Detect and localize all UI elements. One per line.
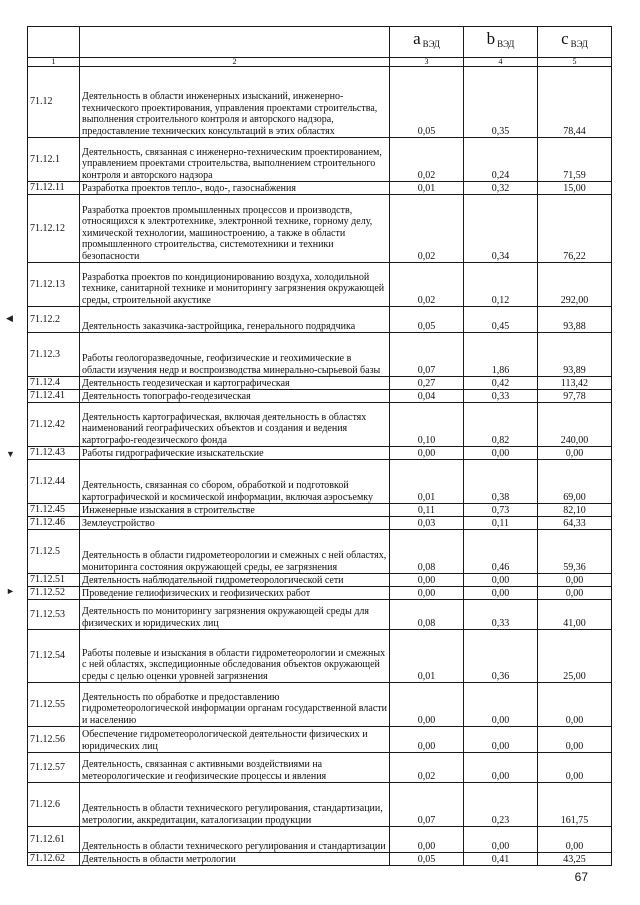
- row-value-c: 0,00: [538, 574, 612, 587]
- row-value-c: 82,10: [538, 504, 612, 517]
- header-a: a $_{ВЭД}$: [390, 27, 464, 58]
- table-row: [28, 827, 612, 853]
- row-description: Деятельность в области гидрометеорологии и смежных с ней областях, мониторинга состояния окружающей среды, ее загрязнения: [80, 530, 390, 574]
- index-row: [28, 58, 612, 67]
- table-row: [28, 263, 612, 307]
- header-row: [28, 27, 612, 58]
- row-description: Деятельность в области инженерных изысканий, инженерно-технического проектирования, управления проектами строительства, выполнения строительного контроля и авторского надзора, предоставление технических консультаций в этих областях: [80, 67, 390, 138]
- row-value-c: 76,22: [538, 195, 612, 263]
- row-code: 71.12.62: [28, 853, 80, 866]
- row-description: Деятельность, связанная со сбором, обработкой и подготовкой картографической и космической информации, включая аэросъемку: [80, 460, 390, 504]
- table-row: [28, 683, 612, 727]
- row-value-c: 15,00: [538, 182, 612, 195]
- row-value-c: 41,00: [538, 600, 612, 630]
- row-description: Работы гидрографические изыскательские: [80, 447, 390, 460]
- row-description: Деятельность по обработке и предоставлению гидрометеорологической информации органам государственной власти и населению: [80, 683, 390, 727]
- table-row: [28, 403, 612, 447]
- row-code: 71.12.1: [28, 138, 80, 182]
- row-code: 71.12.4: [28, 377, 80, 390]
- index-4: 4: [464, 58, 538, 67]
- row-value-a: 0,01: [390, 460, 464, 504]
- row-code: 71.12.41: [28, 390, 80, 403]
- row-code: 71.12.51: [28, 574, 80, 587]
- row-value-b: 0,36: [464, 630, 538, 683]
- row-value-c: 113,42: [538, 377, 612, 390]
- row-value-a: 0,01: [390, 182, 464, 195]
- row-description: Разработка проектов тепло-, водо-, газоснабжения: [80, 182, 390, 195]
- margin-dot-mark: ►: [6, 586, 15, 596]
- row-value-a: 0,02: [390, 753, 464, 783]
- row-value-b: 0,24: [464, 138, 538, 182]
- row-value-a: 0,02: [390, 263, 464, 307]
- row-description: Деятельность топографо-геодезическая: [80, 390, 390, 403]
- row-value-b: 0,00: [464, 753, 538, 783]
- page-number: 67: [574, 870, 588, 884]
- row-value-c: 93,88: [538, 307, 612, 333]
- row-value-c: 71,59: [538, 138, 612, 182]
- index-1: 1: [28, 58, 80, 67]
- row-value-a: 0,10: [390, 403, 464, 447]
- row-description: Деятельность в области технического регулирования, стандартизации, метрологии, аккредитации, каталогизации продукции: [80, 783, 390, 827]
- row-value-b: 0,00: [464, 574, 538, 587]
- row-value-c: 97,78: [538, 390, 612, 403]
- row-value-a: 0,02: [390, 138, 464, 182]
- row-code: 71.12.3: [28, 333, 80, 377]
- row-code: 71.12.42: [28, 403, 80, 447]
- row-description: Землеустройство: [80, 517, 390, 530]
- row-value-b: 0,23: [464, 783, 538, 827]
- row-value-c: 25,00: [538, 630, 612, 683]
- row-code: 71.12.44: [28, 460, 80, 504]
- row-value-c: 78,44: [538, 67, 612, 138]
- row-value-b: 0,73: [464, 504, 538, 517]
- row-value-a: 0,00: [390, 447, 464, 460]
- row-description: Проведение гелиофизических и геофизических работ: [80, 587, 390, 600]
- row-value-a: 0,01: [390, 630, 464, 683]
- row-description: Деятельность в области метрологии: [80, 853, 390, 866]
- row-description: Деятельность заказчика-застройщика, генерального подрядчика: [80, 307, 390, 333]
- row-value-a: 0,05: [390, 307, 464, 333]
- row-code: 71.12.52: [28, 587, 80, 600]
- row-value-b: 0,11: [464, 517, 538, 530]
- row-value-c: 0,00: [538, 683, 612, 727]
- table-row: [28, 307, 612, 333]
- row-value-c: 59,36: [538, 530, 612, 574]
- row-description: Работы геологоразведочные, геофизические и геохимические в области изучения недр и воспроизводства минерально-сырьевой базы: [80, 333, 390, 377]
- table-row: [28, 447, 612, 460]
- row-code: 71.12.43: [28, 447, 80, 460]
- row-value-b: 0,34: [464, 195, 538, 263]
- row-value-b: 0,32: [464, 182, 538, 195]
- row-value-a: 0,00: [390, 587, 464, 600]
- row-value-b: 0,42: [464, 377, 538, 390]
- row-description: Деятельность в области технического регулирования и стандартизации: [80, 827, 390, 853]
- row-code: 71.12.45: [28, 504, 80, 517]
- table-row: [28, 138, 612, 182]
- table-row: [28, 390, 612, 403]
- table-row: [28, 504, 612, 517]
- row-code: 71.12.55: [28, 683, 80, 727]
- table-row: [28, 600, 612, 630]
- row-description: Деятельность картографическая, включая деятельность в областях наименований географических объектов и создания и ведения картографо-геодезического фонда: [80, 403, 390, 447]
- row-code: 71.12.2: [28, 307, 80, 333]
- row-code: 71.12: [28, 67, 80, 138]
- row-code: 71.12.13: [28, 263, 80, 307]
- row-code: 71.12.6: [28, 783, 80, 827]
- row-value-b: 0,33: [464, 390, 538, 403]
- row-code: 71.12.11: [28, 182, 80, 195]
- row-value-c: 0,00: [538, 753, 612, 783]
- row-value-b: 0,82: [464, 403, 538, 447]
- index-5: 5: [538, 58, 612, 67]
- row-value-c: 240,00: [538, 403, 612, 447]
- margin-arrow-mark: ▼: [6, 449, 15, 459]
- row-code: 71.12.12: [28, 195, 80, 263]
- index-3: 3: [390, 58, 464, 67]
- row-value-b: 0,45: [464, 307, 538, 333]
- row-description: Инженерные изыскания в строительстве: [80, 504, 390, 517]
- table-row: [28, 530, 612, 574]
- row-value-c: 69,00: [538, 460, 612, 504]
- row-description: Обеспечение гидрометеорологической деятельности физических и юридических лиц: [80, 727, 390, 753]
- row-value-b: 1,86: [464, 333, 538, 377]
- row-value-a: 0,27: [390, 377, 464, 390]
- header-code-cell: [28, 27, 80, 58]
- row-value-b: 0,33: [464, 600, 538, 630]
- row-value-a: 0,00: [390, 727, 464, 753]
- header-c: c $_{ВЭД}$: [538, 27, 612, 58]
- table-row: [28, 753, 612, 783]
- table-row: [28, 587, 612, 600]
- row-value-b: 0,00: [464, 683, 538, 727]
- row-value-c: 64,33: [538, 517, 612, 530]
- row-value-c: 161,75: [538, 783, 612, 827]
- row-value-a: 0,00: [390, 574, 464, 587]
- row-value-b: 0,38: [464, 460, 538, 504]
- row-value-b: 0,00: [464, 447, 538, 460]
- table-row: [28, 517, 612, 530]
- row-description: Деятельность по мониторингу загрязнения окружающей среды для физических и юридических лиц: [80, 600, 390, 630]
- table-row: [28, 630, 612, 683]
- table-row: [28, 783, 612, 827]
- row-code: 71.12.5: [28, 530, 80, 574]
- row-description: Деятельность, связанная с активными воздействиями на метеорологические и геофизические процессы и явления: [80, 753, 390, 783]
- row-description: Деятельность наблюдательной гидрометеорологической сети: [80, 574, 390, 587]
- row-value-c: 292,00: [538, 263, 612, 307]
- row-value-b: 0,00: [464, 827, 538, 853]
- row-value-a: 0,08: [390, 530, 464, 574]
- row-description: Деятельность геодезическая и картографическая: [80, 377, 390, 390]
- row-value-a: 0,11: [390, 504, 464, 517]
- row-value-c: 93,89: [538, 333, 612, 377]
- row-value-a: 0,05: [390, 67, 464, 138]
- table-row: [28, 182, 612, 195]
- table-row: [28, 853, 612, 866]
- row-value-c: 0,00: [538, 827, 612, 853]
- row-value-b: 0,00: [464, 727, 538, 753]
- row-value-c: 0,00: [538, 727, 612, 753]
- row-description: Разработка проектов промышленных процессов и производств, относящихся к электротехнике, электронной технике, горному делу, химической технологии, машиностроению, а также в области промышленного строительства, системотехники и техники безопасности: [80, 195, 390, 263]
- table-row: [28, 574, 612, 587]
- row-code: 71.12.46: [28, 517, 80, 530]
- row-value-a: 0,07: [390, 783, 464, 827]
- row-value-a: 0,07: [390, 333, 464, 377]
- row-value-b: 0,00: [464, 587, 538, 600]
- table-row: [28, 727, 612, 753]
- row-value-c: 0,00: [538, 587, 612, 600]
- row-value-a: 0,02: [390, 195, 464, 263]
- header-b: b $_{ВЭД}$: [464, 27, 538, 58]
- margin-arrow-mark: ◀: [6, 313, 13, 323]
- table-row: [28, 460, 612, 504]
- row-value-a: 0,04: [390, 390, 464, 403]
- row-value-a: 0,05: [390, 853, 464, 866]
- index-2: 2: [80, 58, 390, 67]
- row-value-b: 0,41: [464, 853, 538, 866]
- row-description: Разработка проектов по кондиционированию воздуха, холодильной технике, санитарной технике и мониторингу загрязнения окружающей среды, строительной акустике: [80, 263, 390, 307]
- table-row: [28, 333, 612, 377]
- row-code: 71.12.56: [28, 727, 80, 753]
- table-row: [28, 377, 612, 390]
- header-desc-cell: [80, 27, 390, 58]
- row-code: 71.12.54: [28, 630, 80, 683]
- table-row: [28, 195, 612, 263]
- row-value-c: 0,00: [538, 447, 612, 460]
- row-value-b: 0,12: [464, 263, 538, 307]
- row-description: Деятельность, связанная с инженерно-техническим проектированием, управлением проектами строительства, выполнением строительного контроля и авторского надзора: [80, 138, 390, 182]
- row-value-b: 0,35: [464, 67, 538, 138]
- table-row: [28, 67, 612, 138]
- row-description: Работы полевые и изыскания в области гидрометеорологии и смежных с ней областях, экспедиционные обследования объектов окружающей среды с целью оценки уровней загрязнения: [80, 630, 390, 683]
- row-value-a: 0,03: [390, 517, 464, 530]
- row-code: 71.12.57: [28, 753, 80, 783]
- row-value-c: 43,25: [538, 853, 612, 866]
- row-code: 71.12.53: [28, 600, 80, 630]
- row-value-a: 0,00: [390, 827, 464, 853]
- row-value-a: 0,08: [390, 600, 464, 630]
- row-value-b: 0,46: [464, 530, 538, 574]
- coefficient-table: [27, 26, 612, 866]
- row-code: 71.12.61: [28, 827, 80, 853]
- row-value-a: 0,00: [390, 683, 464, 727]
